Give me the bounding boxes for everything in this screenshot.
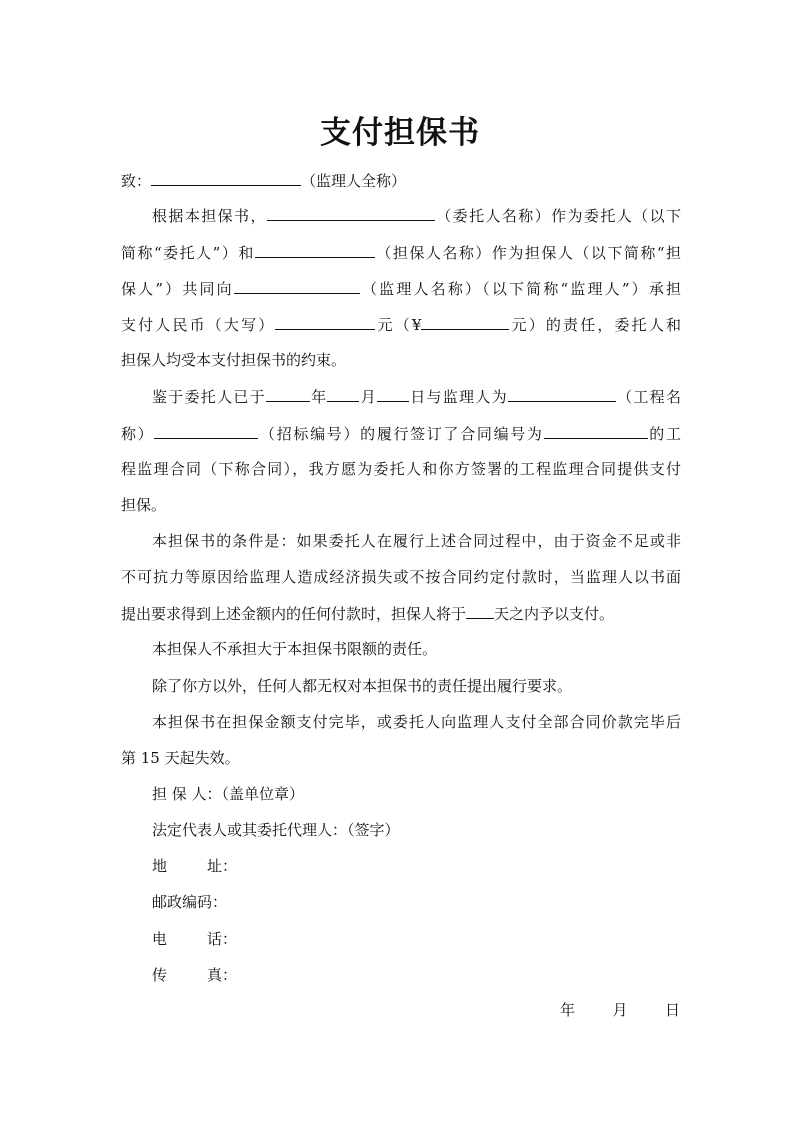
- client-name-blank[interactable]: [267, 205, 435, 221]
- guarantor-seal-line: 担 保 人：（盖单位章）: [152, 785, 305, 803]
- date-year: 年: [560, 1001, 576, 1019]
- contract-number-blank[interactable]: [544, 423, 648, 439]
- para2-line2: 称） （招标编号）的履行签订了合同编号为 的工: [121, 425, 681, 443]
- para1-line5: 担保人均受本支付担保书的约束。: [121, 351, 347, 369]
- guarantor-name-blank[interactable]: [255, 242, 375, 258]
- amount-figures-blank[interactable]: [421, 314, 509, 330]
- para6-line1: 本担保书在担保金额支付完毕，或委托人向监理人支付全部合同价款完毕后: [152, 713, 681, 731]
- days-blank[interactable]: [466, 603, 494, 619]
- para2-line1: 鉴于委托人已于 年 月 日与监理人为 （工程名: [152, 388, 681, 406]
- phone-line: 电 话：: [152, 930, 238, 948]
- para2-line4: 担保。: [121, 496, 167, 514]
- address-line: 地 址：: [152, 857, 238, 875]
- day-blank[interactable]: [377, 386, 409, 402]
- para3-line1: 本担保书的条件是：如果委托人在履行上述合同过程中，由于资金不足或非: [152, 532, 681, 550]
- para1-line2: 简称“委托人”）和 （担保人名称）作为担保人（以下简称“担: [121, 244, 682, 262]
- para2-line3: 程监理合同（下称合同），我方愿为委托人和你方签署的工程监理合同提供支付: [121, 460, 681, 478]
- supervisor-name-blank[interactable]: [234, 278, 360, 294]
- document-title: 支付担保书: [320, 115, 480, 151]
- addressee-blank[interactable]: [151, 170, 301, 186]
- date-month: 月: [612, 1001, 628, 1019]
- para1-line3: 保人”）共同向 （监理人名称）（以下简称“监理人”）承担: [121, 280, 682, 298]
- legal-rep-line: 法定代表人或其委托代理人：（签字）: [152, 821, 400, 839]
- month-blank[interactable]: [327, 386, 359, 402]
- para3-line3: 提出要求得到上述金额内的任何付款时，担保人将于 天之内予以支付。: [121, 605, 615, 623]
- para1-line4: 支付人民币（大写） 元（¥ 元）的责任，委托人和: [121, 316, 681, 334]
- date-day: 日: [664, 1001, 680, 1019]
- para4: 本担保人不承担大于本担保书限额的责任。: [152, 640, 438, 658]
- para5: 除了你方以外，任何人都无权对本担保书的责任提出履行要求。: [152, 677, 573, 695]
- amount-words-blank[interactable]: [275, 314, 375, 330]
- year-blank[interactable]: [266, 386, 310, 402]
- fax-line: 传 真：: [152, 966, 238, 984]
- para6-line2: 第 15 天起失效。: [121, 749, 240, 767]
- tender-number-blank[interactable]: [154, 423, 258, 439]
- para1-line1: 根据本担保书， （委托人名称）作为委托人（以下: [152, 207, 681, 225]
- addressee-line: 致： （监理人全称）: [121, 172, 407, 190]
- date-line: [560, 1000, 680, 1020]
- postcode-line: 邮政编码：: [152, 893, 228, 911]
- project-name-blank[interactable]: [508, 386, 616, 402]
- para3-line2: 不可抗力等原因给监理人造成经济损失或不按合同约定付款时，当监理人以书面: [121, 568, 681, 586]
